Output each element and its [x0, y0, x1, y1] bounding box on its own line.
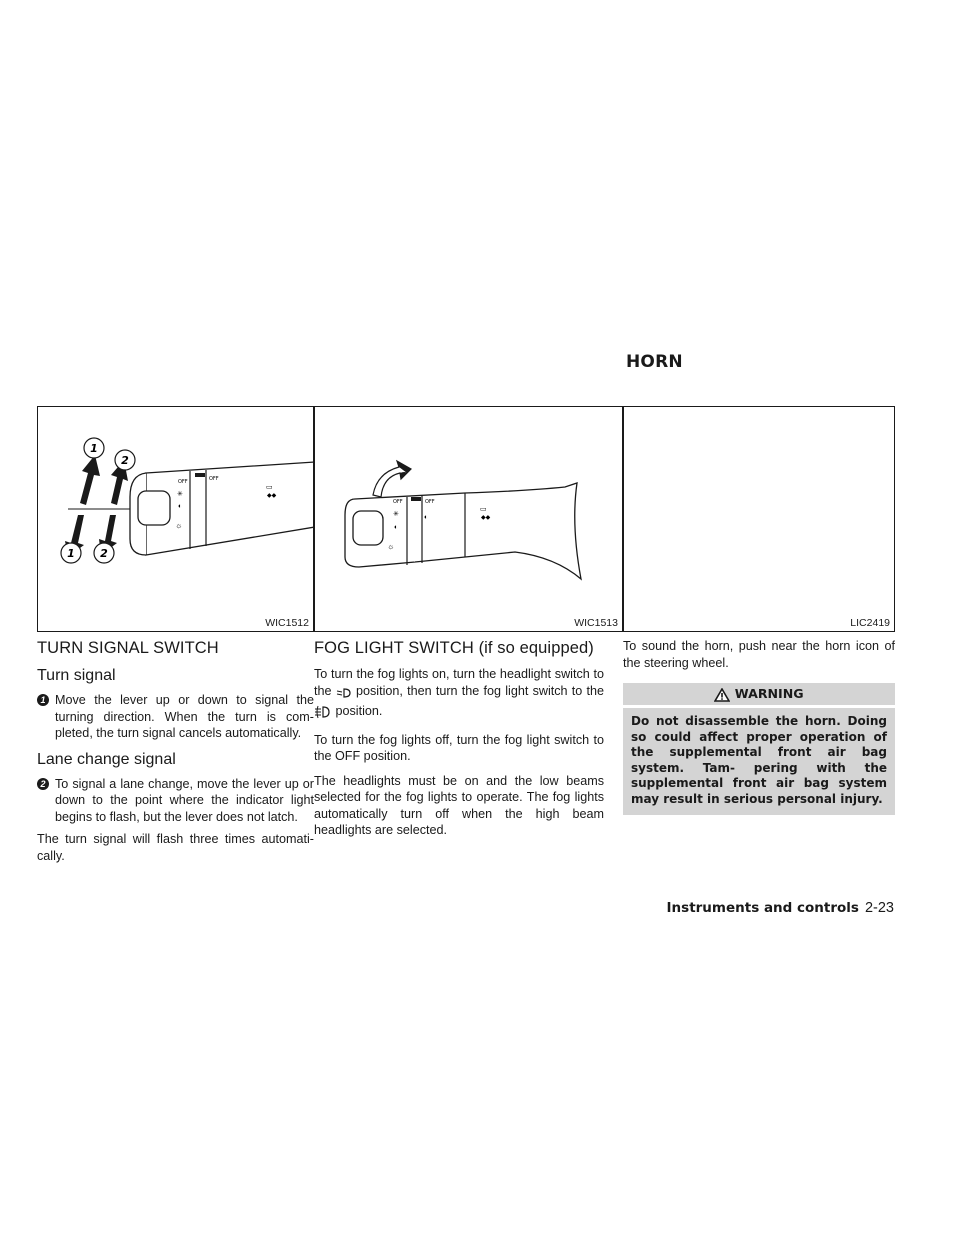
lane-change-text: To signal a lane change, move the lever up or down to the point where the indicator light begins to flash, but the lever does not latch.	[55, 776, 314, 824]
svg-text:◆◆: ◆◆	[481, 515, 491, 521]
svg-text:✳: ✳	[393, 511, 399, 518]
turn-signal-note: The turn signal will flash three times automati- cally.	[37, 832, 314, 863]
turn-signal-item	[37, 692, 314, 742]
svg-text:OFF: OFF	[209, 476, 219, 482]
chapter-title: Instruments and controls	[666, 900, 859, 916]
callout-1-top: 1	[90, 442, 98, 455]
callout-1-bottom: 1	[67, 547, 75, 560]
fog-light-off-paragraph: To turn the fog lights off, turn the fog light switch to the OFF position.	[314, 732, 604, 763]
lane-change-item	[37, 776, 314, 826]
svg-text:◐: ◐	[424, 514, 429, 521]
callout-marker: 2	[37, 778, 49, 790]
warning-body: Do not disassemble the horn. Doing so could affect proper operation of the supplemental front air bag system. Tam- pering with the supplemental front air bag system may result in serious personal injury.	[623, 708, 895, 815]
svg-text:OFF: OFF	[178, 479, 188, 485]
figure-horn	[623, 406, 895, 632]
warning-header	[623, 683, 895, 705]
svg-text:▭: ▭	[480, 506, 487, 513]
warning-triangle-icon	[714, 687, 730, 709]
arrow-up-1	[80, 455, 100, 505]
svg-text:☼: ☼	[175, 521, 183, 530]
turn-signal-text: Move the lever up or down to signal the turning direction. When the turn is com- pleted, the turn signal cancels automatically.	[55, 693, 314, 740]
page-number: 2-23	[864, 900, 894, 916]
headlight-low-beam-icon	[336, 687, 352, 704]
left-column	[37, 634, 314, 872]
svg-text:◐: ◐	[178, 503, 183, 510]
figure-code: LIC2419	[850, 617, 890, 629]
callout-2-top: 2	[121, 454, 129, 467]
warning-title: WARNING	[734, 686, 804, 701]
svg-text:◐: ◐	[394, 524, 399, 531]
figure-turn-signal	[37, 406, 314, 632]
callout-marker: 1	[37, 694, 49, 706]
section-heading: HORN	[626, 352, 683, 372]
lane-change-heading: Lane change signal	[37, 750, 176, 768]
svg-text:▭: ▭	[266, 484, 273, 491]
fog-light-on-paragraph	[314, 666, 604, 724]
fog-on-text-a: To turn the fog lights on, turn the headlight switch to the	[314, 667, 604, 698]
middle-column	[314, 634, 604, 847]
fog-light-lever-illustration	[315, 407, 623, 632]
right-column	[623, 634, 895, 815]
figure-fog-light	[314, 406, 623, 632]
callout-2-bottom: 2	[100, 547, 108, 560]
turn-signal-title: TURN SIGNAL SWITCH	[37, 639, 219, 657]
figure-code: WIC1513	[574, 617, 618, 629]
horn-intro: To sound the horn, push near the horn icon of the steering wheel.	[623, 639, 895, 670]
fog-on-text-c: position.	[335, 704, 383, 718]
svg-text:◆◆: ◆◆	[267, 493, 277, 499]
figure-code: WIC1512	[265, 617, 309, 629]
turn-signal-heading: Turn signal	[37, 667, 116, 684]
fog-light-title: FOG LIGHT SWITCH (if so equipped)	[314, 639, 594, 657]
turn-signal-lever-illustration	[38, 407, 314, 632]
fog-on-text-b: position, then turn the fog light switch to the	[355, 683, 605, 698]
svg-text:OFF: OFF	[425, 499, 435, 505]
svg-text:OFF: OFF	[393, 499, 403, 505]
page-footer	[667, 900, 894, 916]
svg-text:☼: ☼	[387, 542, 395, 551]
fog-light-icon	[314, 705, 332, 724]
fog-light-conditions-paragraph: The headlights must be on and the low beams selected for the fog lights to operate. The fog lights automatically turn off when the high beam headlights are selected.	[314, 773, 604, 837]
svg-text:✳: ✳	[177, 491, 183, 498]
